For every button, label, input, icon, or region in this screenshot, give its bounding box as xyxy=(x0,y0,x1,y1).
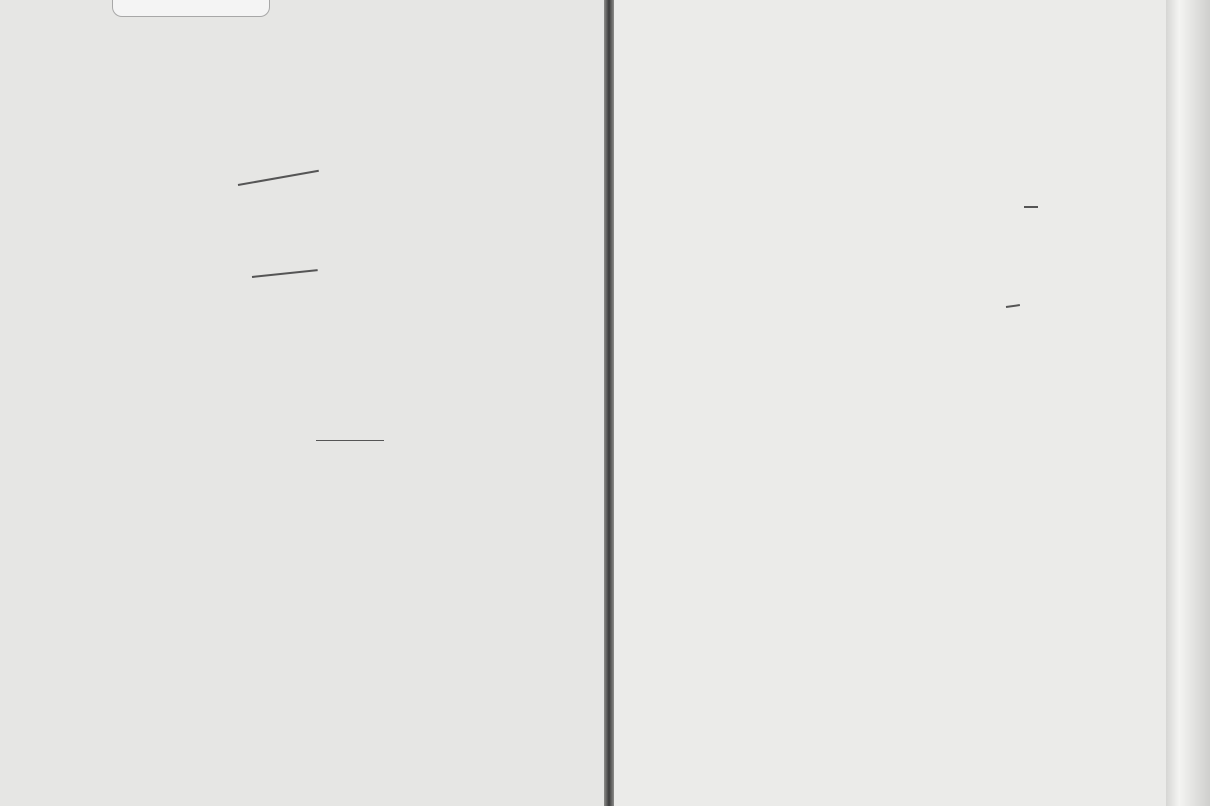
section-rule xyxy=(316,440,384,441)
pen-stroke xyxy=(1024,206,1038,208)
book-spine xyxy=(604,0,614,806)
page-edge xyxy=(1166,0,1210,806)
pen-stroke xyxy=(238,170,319,186)
left-page xyxy=(0,0,604,806)
book-clip xyxy=(112,0,270,17)
pen-stroke xyxy=(1006,304,1020,308)
pen-stroke xyxy=(252,269,318,278)
right-page xyxy=(614,0,1166,806)
